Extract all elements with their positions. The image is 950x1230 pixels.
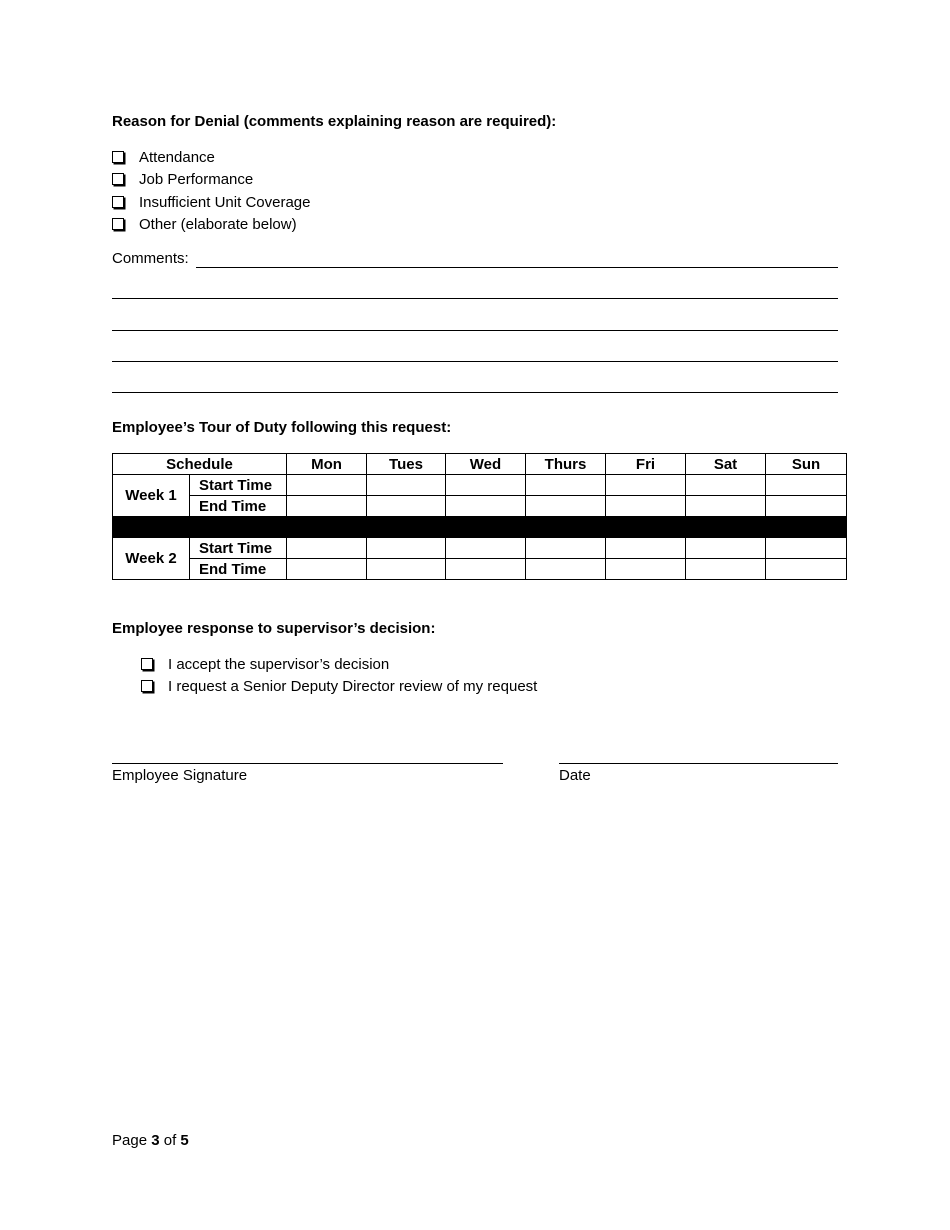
time-cell[interactable] [766,496,847,517]
time-cell[interactable] [606,538,686,559]
time-cell[interactable] [446,496,526,517]
denial-option-other[interactable] [112,214,297,234]
time-cell[interactable] [526,538,606,559]
time-cell[interactable] [446,538,526,559]
day-header: Mon [287,454,367,475]
day-header: Fri [606,454,686,475]
time-cell[interactable] [686,559,766,580]
page-number [112,1132,189,1149]
day-header: Sun [766,454,847,475]
denial-option-attendance[interactable] [112,147,215,167]
time-cell[interactable] [287,496,367,517]
schedule-header: Schedule [113,454,287,475]
week-label: Week 1 [113,475,190,517]
row-label: Start Time [190,475,287,496]
time-cell[interactable] [367,559,446,580]
checkbox-icon[interactable] [141,680,153,692]
tour-heading: Employee’s Tour of Duty following this request: [112,419,452,436]
day-header: Thurs [526,454,606,475]
day-header: Sat [686,454,766,475]
response-heading: Employee response to supervisor’s decision: [112,620,436,637]
option-label: Insufficient Unit Coverage [139,193,311,211]
time-cell[interactable] [367,475,446,496]
comments-line[interactable] [112,392,838,393]
checkbox-icon[interactable] [112,218,124,230]
row-label: Start Time [190,538,287,559]
date-label: Date [559,767,591,784]
time-cell[interactable] [287,538,367,559]
time-cell[interactable] [446,559,526,580]
option-label: Attendance [139,148,215,166]
week1-start-row [113,475,847,496]
week2-end-row [113,559,847,580]
week-divider-row [113,517,847,538]
day-header: Wed [446,454,526,475]
time-cell[interactable] [287,475,367,496]
option-label: Job Performance [139,170,254,188]
comments-line[interactable] [196,267,838,268]
checkbox-icon[interactable] [112,151,124,163]
comments-label: Comments: [112,250,189,267]
comments-line[interactable] [112,361,838,362]
time-cell[interactable] [526,496,606,517]
comments-line[interactable] [112,298,838,299]
employee-signature-label: Employee Signature [112,767,248,784]
time-cell[interactable] [686,496,766,517]
option-label: I request a Senior Deputy Director review of my request [168,677,538,695]
row-label: End Time [190,496,287,517]
schedule-header-row [113,454,847,475]
week-label: Week 2 [113,538,190,580]
day-header: Tues [367,454,446,475]
time-cell[interactable] [526,475,606,496]
row-label: End Time [190,559,287,580]
denial-heading: Reason for Denial (comments explaining reason are required): [112,113,557,130]
response-option-review[interactable] [141,676,537,696]
denial-option-job-performance[interactable] [112,169,253,189]
time-cell[interactable] [446,475,526,496]
time-cell[interactable] [367,538,446,559]
time-cell[interactable] [686,475,766,496]
denial-option-insufficient-coverage[interactable] [112,192,310,212]
current-page: 3 [151,1132,160,1149]
time-cell[interactable] [367,496,446,517]
checkbox-icon[interactable] [141,658,153,670]
week2-start-row [113,538,847,559]
response-option-accept[interactable] [141,654,389,674]
time-cell[interactable] [766,538,847,559]
week-divider [113,517,847,538]
time-cell[interactable] [606,559,686,580]
time-cell[interactable] [526,559,606,580]
page-word: Page [112,1132,148,1149]
of-word: of [163,1132,177,1149]
comments-line[interactable] [112,330,838,331]
signature-line[interactable] [112,763,503,764]
checkbox-icon[interactable] [112,196,124,208]
time-cell[interactable] [606,496,686,517]
total-pages: 5 [180,1132,189,1149]
option-label: Other (elaborate below) [139,215,297,233]
time-cell[interactable] [766,475,847,496]
option-label: I accept the supervisor’s decision [168,655,390,673]
time-cell[interactable] [686,538,766,559]
time-cell[interactable] [766,559,847,580]
date-line[interactable] [559,763,838,764]
time-cell[interactable] [287,559,367,580]
week1-end-row [113,496,847,517]
time-cell[interactable] [606,475,686,496]
checkbox-icon[interactable] [112,173,124,185]
schedule-table [112,453,847,580]
